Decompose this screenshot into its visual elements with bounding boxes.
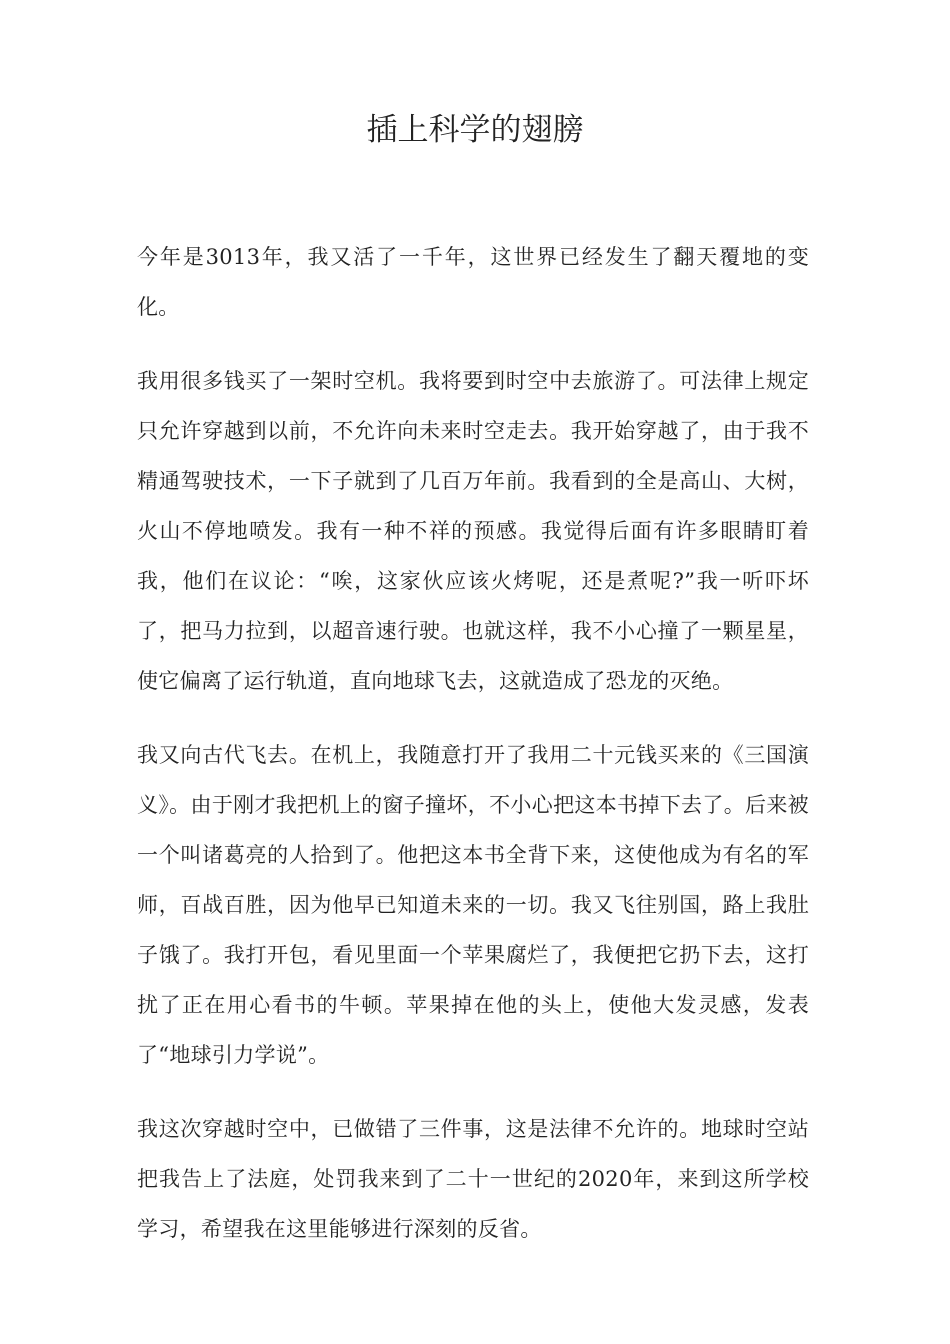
paragraph-2: 我用很多钱买了一架时空机。我将要到时空中去旅游了。可法律上规定只允许穿越到以前，不允许向未来时空走去。我开始穿越了，由于我不精通驾驶技术，一下子就到了几百万年前。我看到的全是高山、大树，火山不停地喷发。我有一种不祥的预感。我觉得后面有许多眼睛盯着我，他们在议论：“唉，这家伙应该火烤呢，还是煮呢?”我一听吓坏了，把马力拉到，以超音速行驶。也就这样，我不小心撞了一颗星星，使它偏离了运行轨道，直向地球飞去，这就造成了恐龙的灭绝。 [137,369,809,693]
document-body [137,232,809,1278]
document-title: 插上科学的翅膀 [366,112,584,148]
paragraph-3: 我又向古代飞去。在机上，我随意打开了我用二十元钱买来的《三国演义》。由于刚才我把机上的窗子撞坏，不小心把这本书掉下去了。后来被一个叫诸葛亮的人拾到了。他把这本书全背下来，这使他成为有名的军师，百战百胜，因为他早已知道未来的一切。我又飞往别国，路上我肚子饿了。我打开包，看见里面一个苹果腐烂了，我便把它扔下去，这打扰了正在用心看书的牛顿。苹果掉在他的头上，使他大发灵感，发表了“地球引力学说”。 [137,743,809,1067]
paragraph-1: 今年是3013年，我又活了一千年，这世界已经发生了翻天覆地的变化。 [137,245,809,319]
paragraph-4: 我这次穿越时空中，已做错了三件事，这是法律不允许的。地球时空站把我告上了法庭，处罚我来到了二十一世纪的2020年，来到这所学校学习，希望我在这里能够进行深刻的反省。 [137,1117,809,1241]
